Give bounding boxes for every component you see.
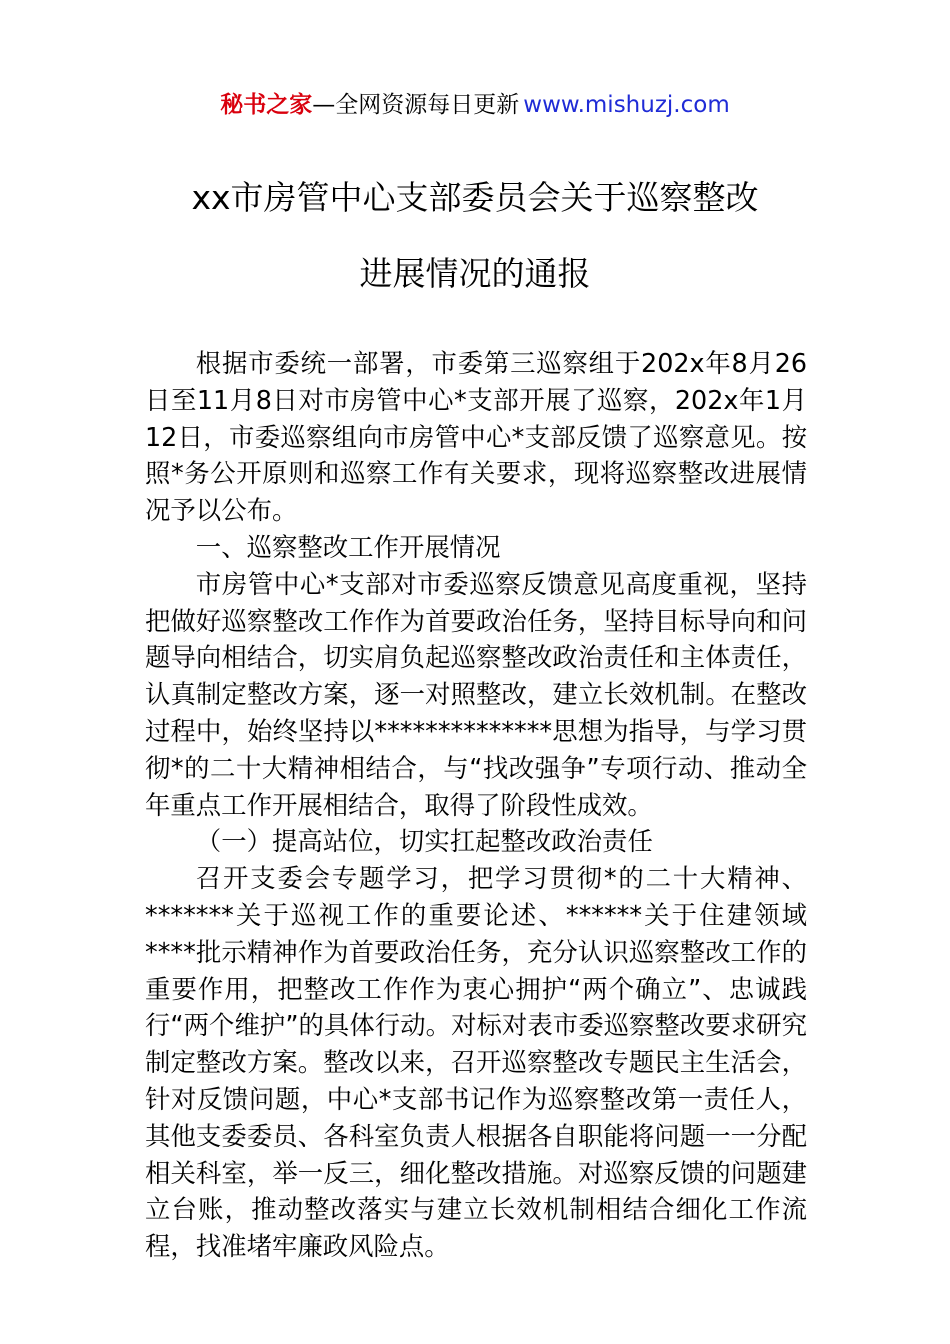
- site-header: [0, 90, 950, 120]
- brand-name: 秘书之家: [220, 92, 313, 118]
- header-slogan: —全网资源每日更新: [312, 92, 520, 118]
- subsection-heading-1: （一）提高站位，切实扛起整改政治责任: [195, 826, 653, 857]
- document-title: [100, 160, 850, 312]
- paragraph-intro: 根据市委统一部署，市委第三巡察组于202x年8月26日至11月8日对市房管中心*支部开展了巡察，202x年1月12日，市委巡察组向市房管中心*支部反馈了巡察意见。按照*务公开原则和巡察工作有关要求，现将巡察整改进展情况予以公布。: [145, 348, 807, 526]
- section-heading-1: 一、巡察整改工作开展情况: [195, 531, 501, 562]
- title-line-2: 进展情况的通报: [359, 254, 591, 293]
- paragraph-subsection-1: 召开支委会专题学习，把学习贯彻*的二十大精神、*******关于巡视工作的重要论述、******关于住建领域****批示精神作为首要政治任务，充分认识巡察整改工作的重要作用，把整改工作作为衷心拥护“两个确立”、忠诚践行“两个维护”的具体行动。对标对表市委巡察整改要求研究制定整改方案。整改以来，召开巡察整改专题民主生活会，针对反馈问题，中心*支部书记作为巡察整改第一责任人，其他支委委员、各科室负责人根据各自职能将问题一一分配相关科室，举一反三，细化整改措施。对巡察反馈的问题建立台账，推动整改落实与建立长效机制相结合细化工作流程，找准堵牢廉政风险点。: [145, 863, 807, 1262]
- title-line-1: xx市房管中心支部委员会关于巡察整改: [191, 178, 759, 217]
- paragraph-overview: 市房管中心*支部对市委巡察反馈意见高度重视，坚持把做好巡察整改工作作为首要政治任务，坚持目标导向和问题导向相结合，切实肩负起巡察整改政治责任和主体责任，认真制定整改方案，逐一对照整改，建立长效机制。在整改过程中，始终坚持以**************思想为指导，与学习贯彻*的二十大精神相结合，与“找改强争”专项行动、推动全年重点工作开展相结合，取得了阶段性成效。: [145, 568, 807, 820]
- document-body: [145, 345, 807, 1265]
- site-url-link[interactable]: www.mishuzj.com: [523, 92, 730, 118]
